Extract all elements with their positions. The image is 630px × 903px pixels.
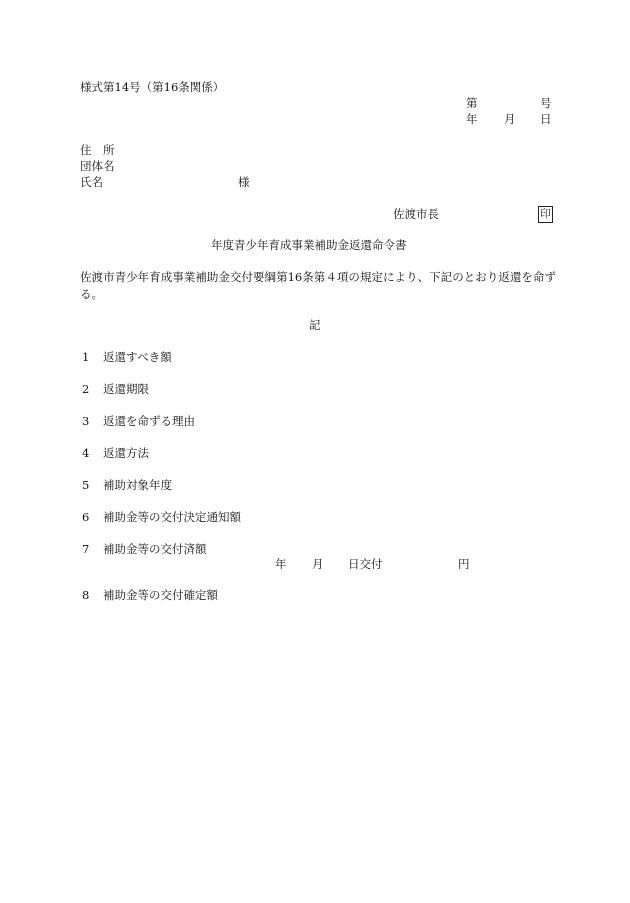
date-month: 月 bbox=[504, 112, 516, 126]
seal-mark: 印 bbox=[538, 206, 553, 223]
recipient-sama: 様 bbox=[238, 175, 250, 189]
item7-yen: 円 bbox=[458, 557, 470, 571]
item-label: 補助金等の交付決定通知額 bbox=[103, 510, 241, 524]
item-label: 返還を命ずる理由 bbox=[103, 414, 195, 428]
recipient-org: 団体名 bbox=[80, 159, 115, 173]
date-year: 年 bbox=[466, 112, 478, 126]
item-number: 8 bbox=[82, 588, 90, 602]
item7-day-issued: 日交付 bbox=[348, 557, 383, 571]
issuer-name: 佐渡市長 bbox=[393, 207, 439, 221]
item7-month: 月 bbox=[312, 557, 324, 571]
item-label: 返還方法 bbox=[103, 446, 149, 460]
item-number: 1 bbox=[82, 350, 90, 364]
item-number: 7 bbox=[82, 542, 90, 556]
doc-number-dai: 第 bbox=[466, 96, 478, 110]
item-label: 補助対象年度 bbox=[103, 478, 172, 492]
date-day: 日 bbox=[540, 112, 552, 126]
doc-number-go: 号 bbox=[540, 96, 552, 110]
item-number: 5 bbox=[82, 478, 90, 492]
item-number: 2 bbox=[82, 382, 90, 396]
item7-year: 年 bbox=[275, 557, 287, 571]
form-label: 様式第14号（第16条関係） bbox=[80, 80, 225, 94]
ki-heading: 記 bbox=[309, 318, 321, 332]
document-title: 年度青少年育成事業補助金返還命令書 bbox=[211, 238, 407, 252]
item-label: 返還すべき額 bbox=[103, 350, 172, 364]
item-number: 6 bbox=[82, 510, 90, 524]
recipient-address: 住 所 bbox=[80, 143, 115, 157]
body-paragraph: 佐渡市青少年育成事業補助金交付要綱第16条第４項の規定により、下記のとおり返還を命ずる。 bbox=[80, 270, 556, 301]
item-label: 補助金等の交付済額 bbox=[103, 542, 207, 556]
item-label: 返還期限 bbox=[103, 382, 149, 396]
item-number: 3 bbox=[82, 414, 90, 428]
item-label: 補助金等の交付確定額 bbox=[103, 588, 218, 602]
recipient-name: 氏名 bbox=[80, 175, 103, 189]
item-number: 4 bbox=[82, 446, 90, 460]
